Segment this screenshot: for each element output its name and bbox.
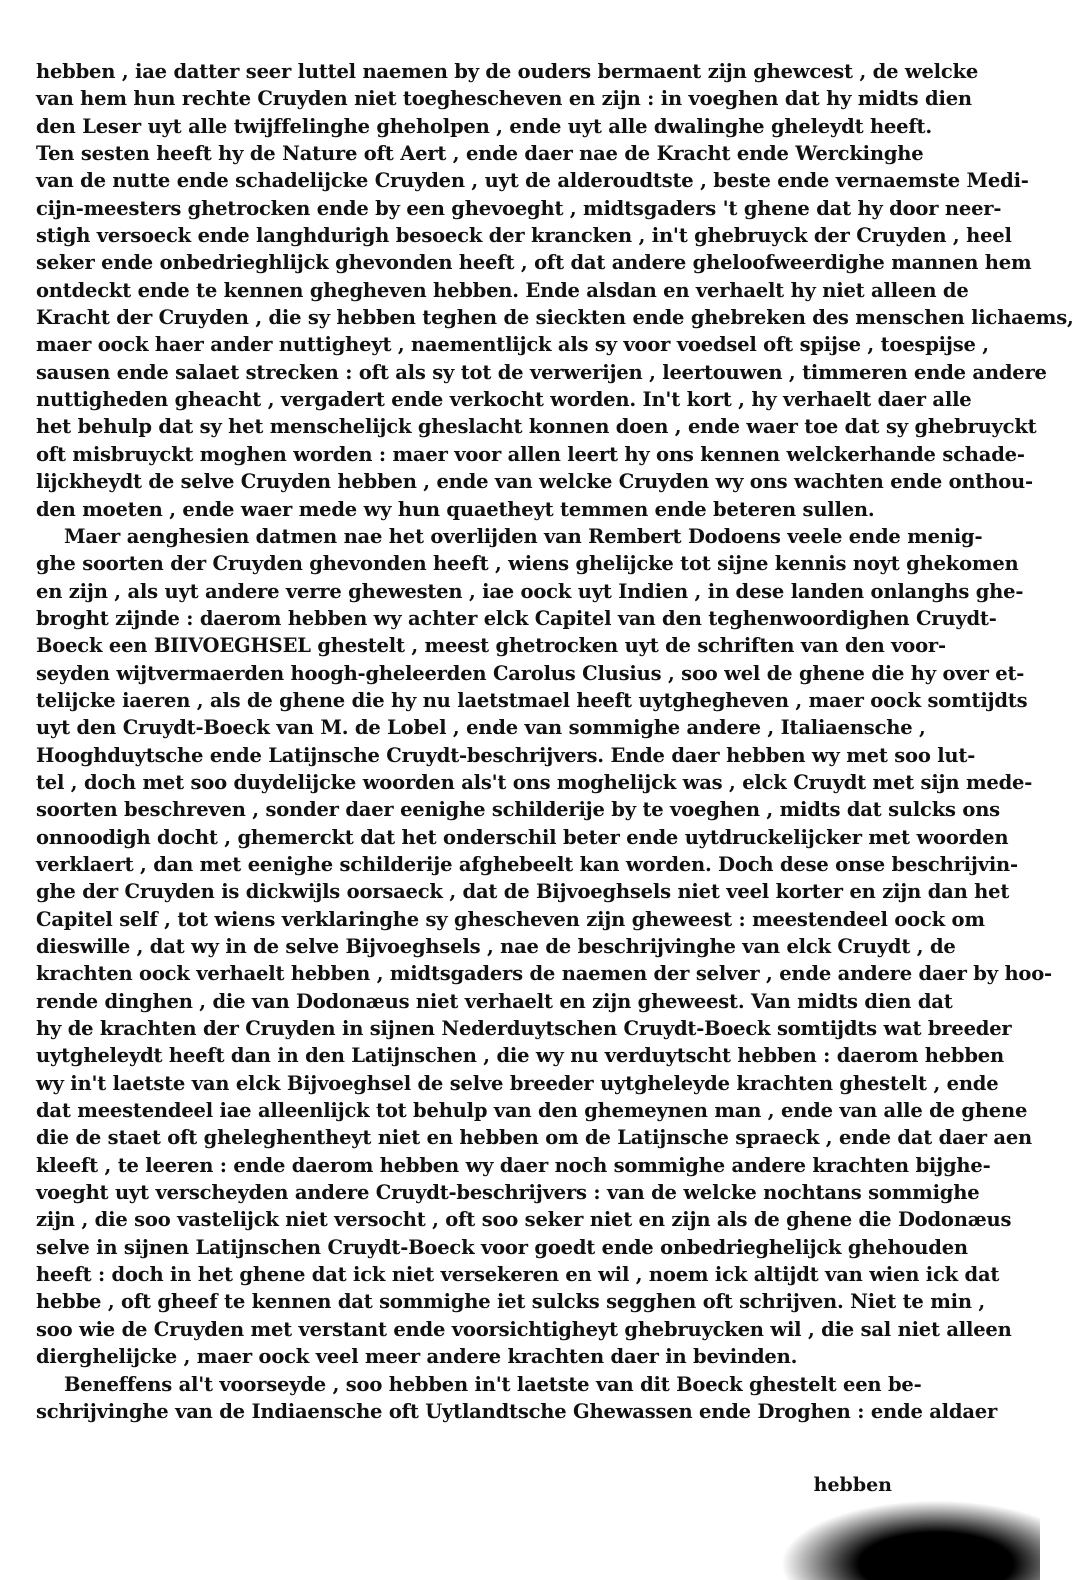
text-line: nuttigheden gheacht , vergadert ende verkocht worden. In't kort , hy verhaelt daer alle [36,388,972,412]
text-line: van de nutte ende schadelijcke Cruyden , uyt de alderoudtste , beste ende vernaemste Medi- [36,169,1029,193]
text-line: hebben , iae datter seer luttel naemen by de ouders bermaent zijn ghewcest , de welcke [36,60,979,83]
text-line: schrijvinghe van de Indiaensche oft Uytlandtsche Ghewassen ende Droghen : ende aldaer [36,1399,998,1423]
text-line: dat meestendeel iae alleenlijck tot behulp van den ghemeynen man , ende van alle de ghene [36,1099,1028,1123]
text-line: Capitel self , tot wiens verklaringhe sy ghescheven zijn gheweest : meestendeel oock om [36,907,985,931]
text-line: soorten beschreven , sonder daer eenighe schilderije by te voeghen , midts dat sulcks ons [36,798,1000,822]
text-line: oft misbruyckt moghen worden : maer voor allen leert hy ons kennen welckerhande schade- [36,442,1025,466]
text-line: uyt den Cruydt-Boeck van M. de Lobel , ende van sommighe andere , Italiaensche , [36,716,926,740]
text-line: ontdeckt ende te kennen ghegheven hebben. Ende alsdan en verhaelt hy niet alleen de [36,278,969,302]
text-line: den moeten , ende waer mede wy hun quaetheyt temmen ende beteren sullen. [36,497,875,521]
text-line: uytgheleydt heeft dan in den Latijnschen , die wy nu verduytscht hebben : daerom hebben [36,1044,1004,1068]
body-text [36,58,1074,1425]
text-line: hy de krachten der Cruyden in sijnen Nederduytschen Cruydt-Boeck somtijdts wat breeder [36,1017,1012,1041]
text-line: selve in sijnen Latijnschen Cruydt-Boeck voor goedt ende onbedrieghelijck ghehouden [36,1235,968,1259]
text-line: den Leser uyt alle twijffelinghe gheholpen , ende uyt alle dwalinghe gheleydt heeft. [36,114,932,138]
text-line: maer oock haer ander nuttigheyt , naementlijck als sy voor voedsel oft spijse , toespijse , [36,333,989,357]
text-line: broght zijnde : daerom hebben wy achter elck Capitel van den teghenwoordighen Cruydt- [36,606,997,630]
text-line: sausen ende salaet strecken : oft als sy tot de verwerijen , leertouwen , timmeren ende andere [36,360,1047,384]
text-line: soo wie de Cruyden met verstant ende voorsichtigheyt ghebruycken wil , die sal niet alleen [36,1317,1012,1341]
text-line: cijn-meesters ghetrocken ende by een ghevoeght , midtsgaders 't ghene dat hy door neer- [36,196,1002,220]
text-line: seyden wijtvermaerden hoogh-gheleerden Carolus Clusius , soo wel de ghene die hy over et- [36,661,1025,685]
text-line: krachten oock verhaelt hebben , midtsgaders de naemen der selver , ende andere daer by hoo- [36,962,1052,986]
text-line: Kracht der Cruyden , die sy hebben teghen de sieckten ende ghebreken des menschen lichaems, [36,306,1074,330]
text-line: Boeck een BIIVOEGHSEL ghestelt , meest ghetrocken uyt de schriften van den voor- [36,634,946,658]
text-line: ghe soorten der Cruyden ghevonden heeft , wiens ghelijcke tot sijne kennis noyt ghekomen [36,552,1019,576]
text-line: rende dinghen , die van Dodonæus niet verhaelt en zijn gheweest. Van midts dien dat [36,989,953,1013]
text-line: verklaert , dan met eenighe schilderije afghebeelt kan worden. Doch dese onse beschrijvin- [36,852,1018,876]
text-line: en zijn , als uyt andere verre ghewesten , iae oock uyt Indien , in dese landen onlanghs ghe- [36,579,1024,603]
text-line: van hem hun rechte Cruyden niet toeghescheven en zijn : in voeghen dat hy midts dien [36,87,972,111]
text-line: die de staet oft gheleghentheyt niet en hebben om de Latijnsche spraeck , ende dat daer aen [36,1126,1033,1150]
text-line: onnoodigh docht , ghemerckt dat het onderschil beter ende uytdruckelijcker met woorden [36,825,1009,849]
text-line: telijcke iaeren , als de ghene die hy nu laetstmael heeft uytghegheven , maer oock somtijdts [36,688,1028,712]
text-line: dieswille , dat wy in de selve Bijvoeghsels , nae de beschrijvinghe van elck Cruydt , de [36,935,956,958]
text-line: wy in't laetste van elck Bijvoeghsel de selve breeder uytgheleyde krachten ghestelt , ende [36,1071,999,1095]
catchword: hebben [813,1474,892,1496]
text-line: het behulp dat sy het menschelijck gheslacht konnen doen , ende waer toe dat sy ghebruyckt [36,415,1037,439]
text-line: Beneffens al't voorseyde , soo hebben in't laetste van dit Boeck ghestelt een be- [64,1372,922,1396]
text-line: heeft : doch in het ghene dat ick niet versekeren en wil , noem ick altijdt van wien ick dat [36,1263,1000,1287]
text-line: hebbe , oft gheef te kennen dat sommighe iet sulcks segghen oft schrijven. Niet te min , [36,1290,986,1314]
text-line: Hooghduytsche ende Latijnsche Cruydt-beschrijvers. Ende daer hebben wy met soo lut- [36,743,976,767]
text-line: voeght uyt verscheyden andere Cruydt-beschrijvers : van de welcke nochtans sommighe [36,1181,980,1205]
text-line: Ten sesten heeft hy de Nature oft Aert , ende daer nae de Kracht ende Werckinghe [36,142,924,166]
text-line: kleeft , te leeren : ende daerom hebben wy daer noch sommighe andere krachten bijghe- [36,1153,991,1177]
text-line: tel , doch met soo duydelijcke woorden als't ons moghelijck was , elck Cruydt met sijn mede- [36,770,1033,794]
text-line: dierghelijcke , maer oock veel meer andere krachten daer in bevinden. [36,1345,798,1369]
text-line: ghe der Cruyden is dickwijls oorsaeck , dat de Bijvoeghsels niet veel korter en zijn dan het [36,880,1010,904]
text-line: seker ende onbedrieghlijck ghevonden heeft , oft dat andere gheloofweerdighe mannen hem [36,251,1032,275]
scan-shadow [780,1500,1040,1580]
text-line: Maer aenghesien datmen nae het overlijden van Rembert Dodoens veele ende menig- [64,524,983,548]
text-line: lijckheydt de selve Cruyden hebben , ende van welcke Cruyden wy ons wachten ende onthou- [36,470,1033,494]
text-line: zijn , die soo vastelijck niet versocht , oft soo seker niet en zijn als de ghene die Dodonæus [36,1208,1012,1232]
text-line: stigh versoeck ende langhdurigh besoeck der krancken , in't ghebruyck der Cruyden , heel [36,224,1012,248]
